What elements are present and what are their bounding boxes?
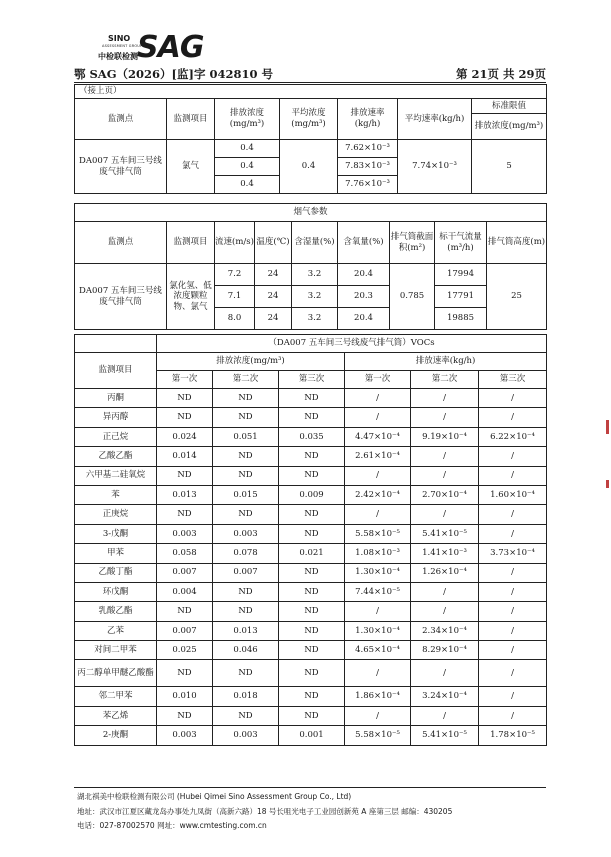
- fg-header-velocity: 流速(m/s): [215, 222, 255, 264]
- voc-conc-value: 0.051: [213, 427, 279, 446]
- header-rate: 排放速率(kg/h): [338, 99, 398, 140]
- voc-rate-value: /: [411, 706, 479, 725]
- header-avg-conc: 平均浓度(mg/m³): [280, 99, 338, 140]
- voc-row: [75, 389, 547, 408]
- voc-rate-value: /: [345, 660, 411, 687]
- fg-flow: 17994: [435, 264, 487, 286]
- voc-rate-value: /: [479, 706, 547, 725]
- voc-conc-value: 0.035: [279, 427, 345, 446]
- voc-rate-value: /: [411, 447, 479, 466]
- voc-conc-value: ND: [279, 408, 345, 427]
- voc-header-item: 监测项目: [75, 353, 157, 389]
- voc-conc-value: ND: [279, 687, 345, 706]
- fg-point: DA007 五车间三号线废气排气筒: [75, 264, 167, 330]
- document-number: 鄂 SAG（2026）[监]字 042810 号: [74, 67, 273, 81]
- fg-moisture: 3.2: [292, 308, 338, 330]
- voc-rate-value: /: [411, 505, 479, 524]
- voc-header-conc: 排放浓度(mg/m³): [157, 353, 345, 371]
- fg-oxygen: 20.4: [338, 264, 390, 286]
- voc-conc-value: ND: [213, 389, 279, 408]
- fg-velocity: 8.0: [215, 308, 255, 330]
- voc-conc-value: 0.058: [157, 544, 213, 563]
- header-avg-rate: 平均速率(kg/h): [398, 99, 472, 140]
- voc-rate-value: /: [479, 408, 547, 427]
- voc-run-header: 第二次: [213, 371, 279, 389]
- voc-item-name: 正己烷: [75, 427, 157, 446]
- voc-rate-value: 1.30×10⁻⁴: [345, 621, 411, 640]
- voc-conc-value: 0.007: [157, 621, 213, 640]
- fg-temp: 24: [255, 264, 292, 286]
- voc-conc-value: ND: [213, 706, 279, 725]
- logo-sino-text: SINO: [108, 34, 131, 43]
- voc-rate-value: 1.78×10⁻⁵: [479, 726, 547, 745]
- voc-conc-value: ND: [279, 466, 345, 485]
- voc-rate-value: 1.30×10⁻⁴: [345, 563, 411, 582]
- voc-rate-value: /: [479, 447, 547, 466]
- voc-conc-value: 0.007: [157, 563, 213, 582]
- fg-oxygen: 20.4: [338, 308, 390, 330]
- voc-rate-value: 8.29×10⁻⁴: [411, 641, 479, 660]
- avg-conc-value: 0.4: [280, 140, 338, 194]
- voc-conc-value: ND: [279, 706, 345, 725]
- voc-rate-value: /: [345, 466, 411, 485]
- voc-rate-value: /: [411, 602, 479, 621]
- voc-conc-value: 0.003: [213, 524, 279, 543]
- voc-rate-value: /: [479, 621, 547, 640]
- voc-row: [75, 660, 547, 687]
- voc-conc-value: ND: [279, 602, 345, 621]
- header-point: 监测点: [75, 99, 167, 140]
- logo-group-text: ASSESSMENT GROUP: [102, 44, 143, 48]
- voc-rate-value: /: [479, 466, 547, 485]
- voc-rate-value: /: [345, 505, 411, 524]
- continued-label: （接上页）: [75, 85, 547, 99]
- voc-item-name: 正庚烷: [75, 505, 157, 524]
- voc-item-name: 苯: [75, 485, 157, 504]
- voc-run-header: 第一次: [345, 371, 411, 389]
- seal-edge-mark: [606, 480, 609, 488]
- voc-conc-value: ND: [213, 466, 279, 485]
- voc-item-name: 异丙醇: [75, 408, 157, 427]
- voc-rate-value: 1.60×10⁻⁴: [479, 485, 547, 504]
- voc-item-name: 丙二醇单甲醚乙酸酯: [75, 660, 157, 687]
- voc-conc-value: ND: [213, 582, 279, 601]
- voc-item-name: 乙酸乙酯: [75, 447, 157, 466]
- voc-rate-value: /: [479, 660, 547, 687]
- voc-conc-value: 0.015: [213, 485, 279, 504]
- voc-conc-value: ND: [213, 660, 279, 687]
- voc-item-name: 乙酸丁酯: [75, 563, 157, 582]
- voc-conc-value: ND: [157, 706, 213, 725]
- rate-value: 7.83×10⁻³: [338, 158, 398, 176]
- voc-rate-value: 2.70×10⁻⁴: [411, 485, 479, 504]
- fg-temp: 24: [255, 286, 292, 308]
- voc-rate-value: 9.19×10⁻⁴: [411, 427, 479, 446]
- voc-title: （DA007 五车间三号线废气排气筒）VOCs: [157, 335, 547, 353]
- fg-header-item: 监测项目: [167, 222, 215, 264]
- voc-rate-value: /: [479, 602, 547, 621]
- rate-value: 7.62×10⁻³: [338, 140, 398, 158]
- fg-header-oxygen: 含氧量(%): [338, 222, 390, 264]
- company-logo: [82, 30, 204, 66]
- voc-conc-value: ND: [279, 563, 345, 582]
- voc-rate-value: /: [345, 389, 411, 408]
- voc-row: [75, 485, 547, 504]
- voc-item-name: 环戊酮: [75, 582, 157, 601]
- voc-rate-value: 1.26×10⁻⁴: [411, 563, 479, 582]
- voc-conc-value: 0.021: [279, 544, 345, 563]
- voc-row: [75, 408, 547, 427]
- voc-item-name: 邻二甲苯: [75, 687, 157, 706]
- rate-value: 7.76×10⁻³: [338, 176, 398, 194]
- voc-conc-value: 0.013: [157, 485, 213, 504]
- emission-point: DA007 五车间三号线废气排气筒: [75, 140, 167, 194]
- header-limit-conc: 排放浓度(mg/m³): [472, 114, 547, 140]
- voc-run-header: 第一次: [157, 371, 213, 389]
- seal-edge-mark: [606, 420, 609, 434]
- fg-area: 0.785: [390, 264, 435, 330]
- voc-conc-value: 0.024: [157, 427, 213, 446]
- voc-row: [75, 687, 547, 706]
- footer-contact: 电话：027-87002570 网址：www.cmtesting.com.cn: [77, 821, 267, 830]
- fg-header-temp: 温度(℃): [255, 222, 292, 264]
- voc-conc-value: 0.014: [157, 447, 213, 466]
- voc-conc-value: 0.046: [213, 641, 279, 660]
- voc-conc-value: 0.003: [213, 726, 279, 745]
- voc-rate-value: 5.41×10⁻⁵: [411, 524, 479, 543]
- fg-item: 氯化氢、低浓度颗粒物、氯气: [167, 264, 215, 330]
- voc-conc-value: ND: [279, 641, 345, 660]
- voc-row: [75, 706, 547, 725]
- voc-conc-value: ND: [213, 447, 279, 466]
- voc-item-name: 丙酮: [75, 389, 157, 408]
- voc-blank-cell: [75, 335, 157, 353]
- avg-rate-value: 7.74×10⁻³: [398, 140, 472, 194]
- voc-rate-value: /: [479, 641, 547, 660]
- voc-rate-value: 5.58×10⁻⁵: [345, 726, 411, 745]
- voc-rate-value: 3.73×10⁻⁴: [479, 544, 547, 563]
- voc-conc-value: ND: [213, 505, 279, 524]
- voc-conc-value: ND: [279, 621, 345, 640]
- voc-rate-value: 4.65×10⁻⁴: [345, 641, 411, 660]
- voc-rate-value: 2.34×10⁻⁴: [411, 621, 479, 640]
- fg-flow: 17791: [435, 286, 487, 308]
- voc-conc-value: 0.003: [157, 726, 213, 745]
- conc-value: 0.4: [215, 158, 280, 176]
- voc-rate-value: 2.61×10⁻⁴: [345, 447, 411, 466]
- header-item: 监测项目: [167, 99, 215, 140]
- voc-conc-value: ND: [157, 602, 213, 621]
- voc-item-name: 苯乙烯: [75, 706, 157, 725]
- voc-rate-value: /: [411, 466, 479, 485]
- voc-row: [75, 466, 547, 485]
- voc-conc-value: ND: [279, 524, 345, 543]
- flue-gas-table: [74, 203, 547, 330]
- voc-conc-value: 0.078: [213, 544, 279, 563]
- voc-rate-value: 5.41×10⁻⁵: [411, 726, 479, 745]
- voc-conc-value: ND: [157, 660, 213, 687]
- voc-rate-value: /: [411, 582, 479, 601]
- voc-item-name: 六甲基二硅氧烷: [75, 466, 157, 485]
- footer-address: 地址：武汉市江夏区藏龙岛办事处九凤街（高新六路）18 号长咀光电子工业园创新苑 A 座第三层 邮编：430205: [77, 807, 453, 816]
- voc-item-name: 2-庚酮: [75, 726, 157, 745]
- voc-item-name: 3-戊酮: [75, 524, 157, 543]
- voc-row: [75, 582, 547, 601]
- voc-rate-value: 4.47×10⁻⁴: [345, 427, 411, 446]
- fg-height: 25: [487, 264, 547, 330]
- voc-rate-value: 1.86×10⁻⁴: [345, 687, 411, 706]
- limit-value: 5: [472, 140, 547, 194]
- voc-item-name: 乙苯: [75, 621, 157, 640]
- voc-conc-value: ND: [279, 389, 345, 408]
- voc-rate-value: /: [411, 389, 479, 408]
- voc-rate-value: 5.58×10⁻⁵: [345, 524, 411, 543]
- voc-row: [75, 427, 547, 446]
- voc-item-name: 甲苯: [75, 544, 157, 563]
- voc-rate-value: /: [411, 408, 479, 427]
- emission-item: 氯气: [167, 140, 215, 194]
- voc-row: [75, 726, 547, 745]
- header-limit-group: 标准限值: [472, 99, 547, 114]
- voc-rate-value: /: [479, 563, 547, 582]
- voc-table: [74, 334, 547, 746]
- voc-conc-value: ND: [157, 466, 213, 485]
- voc-rate-value: /: [411, 660, 479, 687]
- voc-row: [75, 602, 547, 621]
- fg-header-height: 排气筒高度(m): [487, 222, 547, 264]
- voc-conc-value: 0.018: [213, 687, 279, 706]
- voc-conc-value: 0.009: [279, 485, 345, 504]
- voc-rate-value: 6.22×10⁻⁴: [479, 427, 547, 446]
- voc-conc-value: 0.010: [157, 687, 213, 706]
- voc-conc-value: ND: [279, 505, 345, 524]
- voc-conc-value: ND: [279, 447, 345, 466]
- voc-item-name: 乳酸乙酯: [75, 602, 157, 621]
- voc-row: [75, 563, 547, 582]
- voc-conc-value: ND: [279, 660, 345, 687]
- logo-sag-text: SAG: [137, 30, 204, 65]
- voc-conc-value: 0.007: [213, 563, 279, 582]
- voc-header-rate: 排放速率(kg/h): [345, 353, 547, 371]
- voc-rate-value: /: [479, 524, 547, 543]
- fg-flow: 19885: [435, 308, 487, 330]
- fg-velocity: 7.1: [215, 286, 255, 308]
- fg-temp: 24: [255, 308, 292, 330]
- voc-conc-value: ND: [157, 408, 213, 427]
- voc-rate-value: 3.24×10⁻⁴: [411, 687, 479, 706]
- footer-divider: [74, 787, 546, 788]
- header-divider: [74, 82, 546, 83]
- voc-conc-value: 0.004: [157, 582, 213, 601]
- header-conc: 排放浓度(mg/m³): [215, 99, 280, 140]
- fg-moisture: 3.2: [292, 264, 338, 286]
- voc-run-header: 第二次: [411, 371, 479, 389]
- voc-rate-value: /: [479, 582, 547, 601]
- voc-conc-value: ND: [213, 602, 279, 621]
- voc-rate-value: /: [479, 687, 547, 706]
- voc-rate-value: 2.42×10⁻⁴: [345, 485, 411, 504]
- voc-conc-value: ND: [157, 389, 213, 408]
- voc-rate-value: 1.08×10⁻³: [345, 544, 411, 563]
- voc-row: [75, 621, 547, 640]
- page-number: 第 21页 共 29页: [455, 67, 546, 81]
- voc-conc-value: 0.001: [279, 726, 345, 745]
- voc-conc-value: 0.013: [213, 621, 279, 640]
- emission-table: [74, 84, 547, 194]
- fg-header-moisture: 含湿量(%): [292, 222, 338, 264]
- footer-company: 湖北祺美中检联检测有限公司 (Hubei Qimei Sino Assessment Group Co., Ltd): [77, 792, 352, 801]
- voc-run-header: 第三次: [279, 371, 345, 389]
- voc-row: [75, 641, 547, 660]
- voc-row: [75, 505, 547, 524]
- voc-rate-value: /: [479, 505, 547, 524]
- flue-gas-title: 烟气参数: [75, 204, 547, 222]
- fg-header-point: 监测点: [75, 222, 167, 264]
- fg-header-flow: 标干气流量(m³/h): [435, 222, 487, 264]
- fg-moisture: 3.2: [292, 286, 338, 308]
- voc-rate-value: /: [345, 706, 411, 725]
- voc-rate-value: 1.41×10⁻³: [411, 544, 479, 563]
- voc-rate-value: /: [345, 408, 411, 427]
- voc-rate-value: /: [479, 389, 547, 408]
- voc-conc-value: ND: [213, 408, 279, 427]
- conc-value: 0.4: [215, 140, 280, 158]
- voc-rate-value: /: [345, 602, 411, 621]
- voc-conc-value: 0.003: [157, 524, 213, 543]
- voc-conc-value: ND: [157, 505, 213, 524]
- voc-row: [75, 544, 547, 563]
- fg-oxygen: 20.3: [338, 286, 390, 308]
- voc-rate-value: 7.44×10⁻⁵: [345, 582, 411, 601]
- voc-row: [75, 524, 547, 543]
- fg-header-area: 排气筒截面积(m²): [390, 222, 435, 264]
- fg-velocity: 7.2: [215, 264, 255, 286]
- voc-conc-value: ND: [279, 582, 345, 601]
- voc-conc-value: 0.025: [157, 641, 213, 660]
- voc-item-name: 对间二甲苯: [75, 641, 157, 660]
- voc-run-header: 第三次: [479, 371, 547, 389]
- conc-value: 0.4: [215, 176, 280, 194]
- voc-row: [75, 447, 547, 466]
- logo-cn-text: 中检联检测: [98, 52, 138, 61]
